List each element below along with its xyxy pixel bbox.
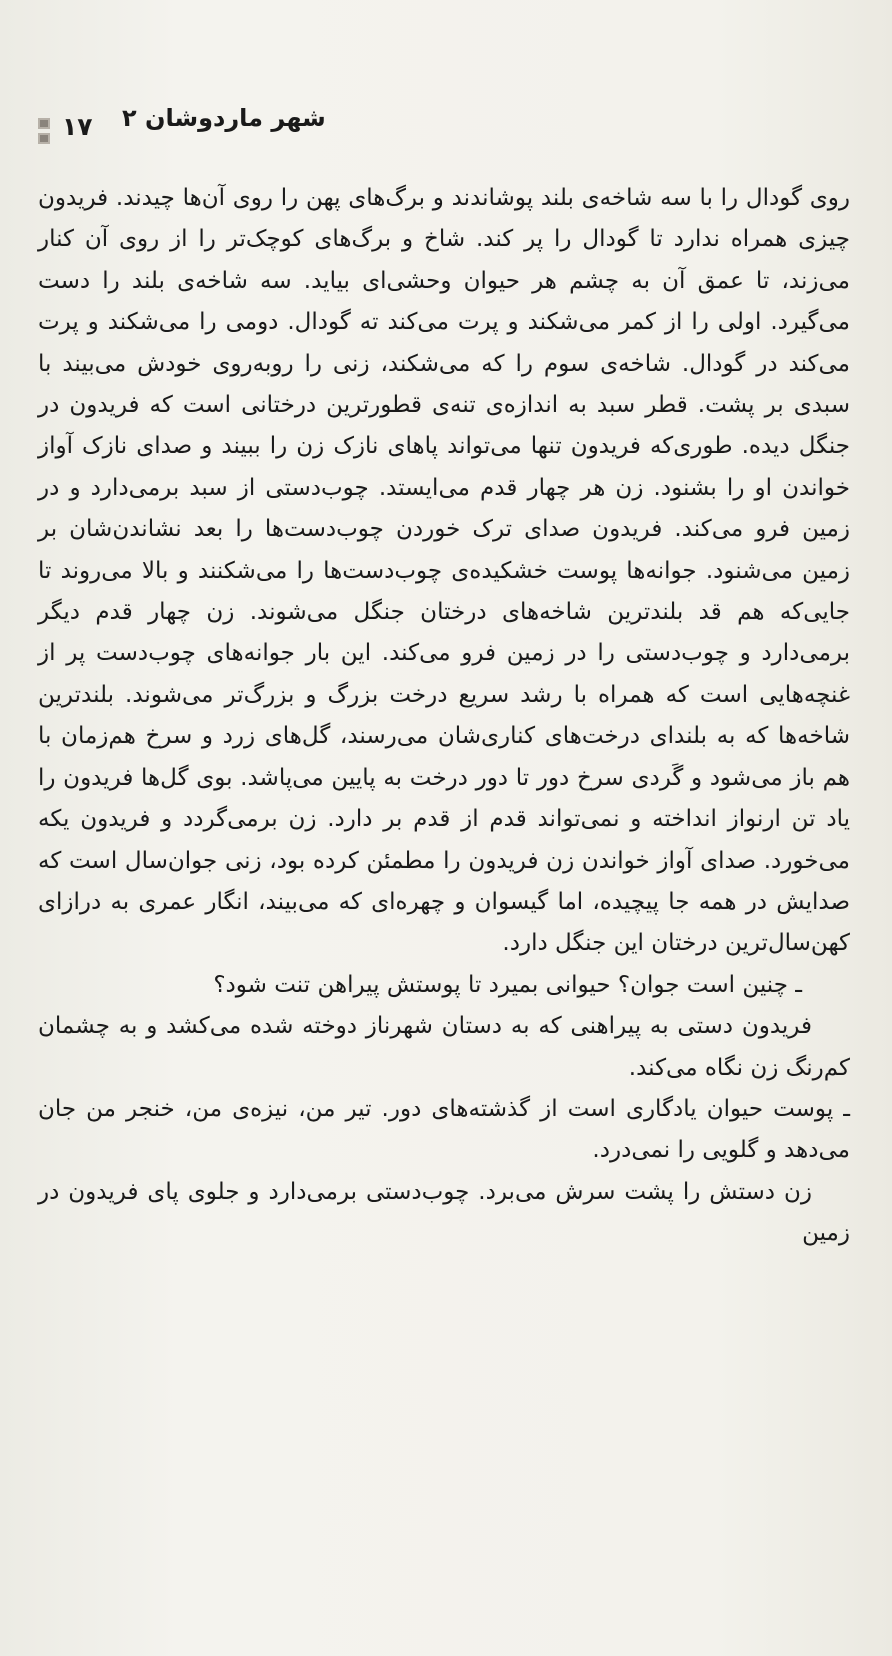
- paragraph-narration: روی گودال را با سه شاخه‌ی بلند پوشاندند و برگ‌های پهن را روی آن‌ها چیدند. فریدون چیزی همراه ندارد تا گودال را پر کند. شاخ و برگ‌های کوچک‌تر را از روی آن کنار می‌زند، تا عمق آن به چشم هر حیوان وحشی‌ای بیاید. سه شاخه‌ی بلند را دست می‌گیرد. اولی را از کمر می‌شکند و پرت می‌کند ته گودال. دومی را می‌شکند و پرت می‌کند در گودال. شاخه‌ی سوم را که می‌شکند، زنی را روبه‌روی خودش می‌بیند با سبدی بر پشت. قطر سبد به اندازه‌ی تنه‌ی قطورترین درختانی است که فریدون در جنگل دیده. طوری‌که فریدون تنها می‌تواند پاهای نازک زن را ببیند و صدای نازک آواز خواندن او را بشنود. زن هر چهار قدم می‌ایستد. چوب‌دستی از سبد برمی‌دارد و در زمین فرو می‌کند. فریدون صدای ترک خوردن چوب‌دست‌ها را بعد نشاندن‌شان بر زمین می‌شنود. جوانه‌ها پوست خشکیده‌ی چوب‌دست‌ها را می‌شکنند و بالا می‌روند تا جایی‌که هم قد بلندترین شاخه‌های درختان جنگل می‌شوند. زن چهار قدم دیگر برمی‌دارد و چوب‌دستی را در زمین فرو می‌کند. این بار جوانه‌های چوب‌دست پر از غنچه‌هایی است که همراه با رشد سریع درخت بزرگ و بزرگ‌تر می‌شوند. بلندترین شاخه‌ها که به بلندای درخت‌های کناری‌شان می‌رسند، گل‌های زرد و سرخ هم‌زمان با هم باز می‌شود و گَردی سرخ دور تا دور درخت به پایین می‌پاشد. بوی گل‌ها فریدون را یاد تن ارنواز انداخته و نمی‌تواند قدم از قدم بر دارد. زن برمی‌گردد و فریدون یکه می‌خورد. صدای آواز خواندن زن فریدون را مطمئن کرده بود، زنی جوان‌سال است که صدایش در همه جا پیچیده، اما گیسوان و چهره‌ای که می‌بیند، انگار عمری به درازای کهن‌سال‌ترین درختان این جنگل دارد.: [38, 185, 850, 957]
- paragraph-narration: زن دستش را پشت سرش می‌برد. چوب‌دستی برمی‌دارد و جلوی پای فریدون در زمین: [38, 1178, 850, 1247]
- running-title: شهر ماردوشان ۲: [122, 104, 326, 132]
- paragraph-dialogue: ـ چنین است جوان؟ حیوانی بمیرد تا پوستش پیراهن تنت شود؟: [213, 971, 802, 998]
- paragraph-dialogue: ـ پوست حیوان یادگاری است از گذشته‌های دور. تیر من، نیزه‌ی من، خنجر من جان می‌دهد و گلویی را نمی‌درد.: [38, 1095, 850, 1164]
- page-number: ۱۷: [62, 112, 93, 141]
- ornament-icon: [38, 118, 50, 148]
- page-header: [30, 96, 326, 156]
- body-text: [38, 178, 850, 1255]
- paragraph-narration: فریدون دستی به پیراهنی که به دستان شهرناز دوخته شده می‌کشد و به چشمان کم‌رنگ زن نگاه می‌کند.: [38, 1013, 850, 1081]
